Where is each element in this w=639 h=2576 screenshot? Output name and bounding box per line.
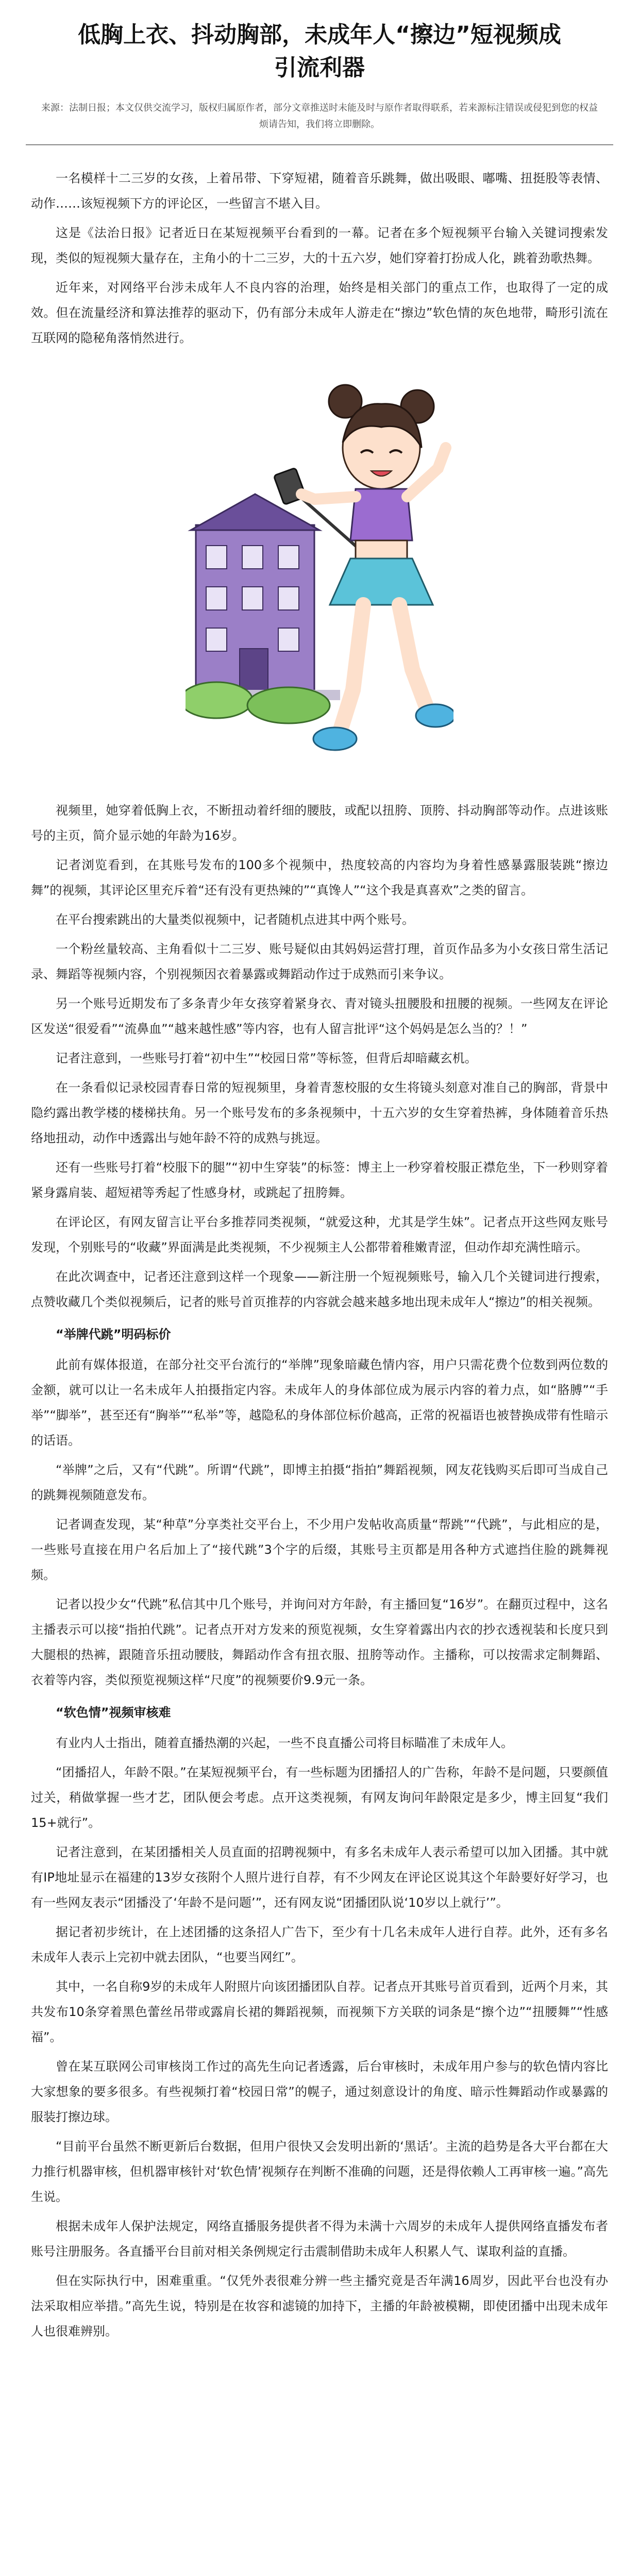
paragraph: 在评论区，有网友留言让平台多推荐同类视频，“就爱这种，尤其是学生妹”。记者点开这些网友账号发现，个别账号的“收藏”界面满是此类视频，不少视频主人公都带着稚嫩青涩，但动作却充满性暗示。 bbox=[31, 1215, 608, 1255]
paragraph: 其中，一名自称9岁的未成年人附照片向该团播团队自荐。记者点开其账号首页看到，近两个月来，其共发布10条穿着黑色蕾丝吊带或露肩长裙的舞蹈视频，而视频下方关联的词条是“擦个边”“扭腰舞”“性感福”。 bbox=[31, 1979, 608, 2044]
paragraph: “举牌”之后，又有“代跳”。所谓“代跳”，即博主拍摄“指拍”舞蹈视频，网友花钱购买后即可当成自己的跳舞视频随意发布。 bbox=[31, 1463, 608, 1502]
paragraph: 这是《法治日报》记者近日在某短视频平台看到的一幕。记者在多个短视频平台输入关键词搜索发现，类似的短视频大量存在，主角小的十二三岁，大的十五六岁，她们穿着打扮成人化，跳着劲歌热舞。 bbox=[31, 226, 608, 265]
paragraph: 记者浏览看到，在其账号发布的100多个视频中，热度较高的内容均为身着性感暴露服装跳“擦边舞”的视频，其评论区里充斥着“还有没有更热辣的”“真馋人”“这个我是真喜欢”之类的留言。 bbox=[31, 858, 608, 897]
paragraph: 此前有媒体报道，在部分社交平台流行的“举牌”现象暗藏色情内容，用户只需花费个位数到两位数的金额，就可以让一名未成年人拍摄指定内容。未成年人的身体部位成为展示内容的着力点，如“胳膊”“手举”“脚举”，甚至还有“胸举”“私举”等，越隐私的身体部位标价越高，正常的祝福语也被替换成带有性暗示的话语。 bbox=[31, 1358, 608, 1448]
section-heading: “举牌代跳”明码标价 bbox=[56, 1327, 171, 1342]
paragraph: 在平台搜索跳出的大量类似视频中，记者随机点进其中两个账号。 bbox=[56, 912, 414, 927]
paragraph: 记者注意到，一些账号打着“初中生”“校园日常”等标签，但背后却暗藏玄机。 bbox=[56, 1051, 477, 1065]
article-title: 低胸上衣、抖动胸部，未成年人“擦边”短视频成引流利器 bbox=[78, 22, 561, 81]
bush bbox=[186, 682, 253, 718]
paragraph: 根据未成年人保护法规定，网络直播服务提供者不得为未满十六周岁的未成年人提供网络直播发布者账号注册服务。各直播平台目前对相关条例规定行击震制借助未成年人积累人气、谋取利益的直播。 bbox=[31, 2219, 608, 2259]
source-note: 来源：法制日报；本文仅供交流学习，版权归属原作者，部分文章推送时未能及时与原作者取得联系，若来源标注错误或侵犯到您的权益烦请告知，我们将立即删除。 bbox=[41, 103, 598, 130]
paragraph: 记者以投少女“代跳”私信其中几个账号，并询问对方年龄，有主播回复“16岁”。在翻页过程中，这名主播表示可以接“指拍代跳”。记者点开对方发来的预览视频，女生穿着露出内衣的抄衣透视装和长度只到大腿根的热裤，跟随音乐扭动腰肢，舞蹈动作含有扭衣服、扭胯等动作。主播称，可以按需求定制舞蹈、衣着等内容，类似预览视频这样“尺度”的视频要价9.9元一条。 bbox=[31, 1597, 608, 1687]
paragraph: 还有一些账号打着“校服下的腿”“初中生穿装”的标签：博主上一秒穿着校服正襟危坐，下一秒则穿着紧身露肩装、超短裙等秀起了性感身材，或跳起了扭胯舞。 bbox=[31, 1160, 608, 1200]
paragraph: “目前平台虽然不断更新后台数据，但用户很快又会发明出新的‘黑话’。主流的趋势是各大平台都在大力推行机器审核，但机器审核针对‘软色情’视频存在判断不准确的问题，还是得依赖人工再审核一遍。”高先生说。 bbox=[31, 2139, 608, 2204]
paragraph: 在此次调查中，记者还注意到这样一个现象——新注册一个短视频账号，输入几个关键词进行搜索，点赞收藏几个类似视频后，记者的账号首页推荐的内容就会越来越多地出现未成年人“擦边”的相关视频。 bbox=[31, 1269, 608, 1309]
paragraph: 一名模样十二三岁的女孩，上着吊带、下穿短裙，随着音乐跳舞，做出吸眼、嘟嘴、扭挺股等表情、动作……该短视频下方的评论区，一些留言不堪入目。 bbox=[31, 171, 608, 211]
skirt bbox=[330, 558, 433, 605]
paragraph: 有业内人士指出，随着直播热潮的兴起，一些不良直播公司将目标瞄准了未成年人。 bbox=[56, 1736, 513, 1750]
section-heading: “软色情”视频审核难 bbox=[56, 1705, 171, 1720]
paragraph: 近年来，对网络平台涉未成年人不良内容的治理，始终是相关部门的重点工作，也取得了一定的成效。但在流量经济和算法推荐的驱动下，仍有部分未成年人游走在“擦边”软色情的灰色地带，畸形引流在互联网的隐秘角落悄然进行。 bbox=[31, 280, 608, 345]
paragraph: 另一个账号近期发布了多条青少年女孩穿着紧身衣、青对镜头扭腰股和扭腰的视频。一些网友在评论区发送“很爱看”“流鼻血”“越来越性感”等内容，也有人留言批评“这个妈妈是怎么当的？！” bbox=[31, 996, 608, 1036]
paragraph: 据记者初步统计，在上述团播的这条招人广告下，至少有十几名未成年人进行自荐。此外，还有多名未成年人表示上完初中就去团队，“也要当网红”。 bbox=[31, 1925, 608, 1964]
paragraph: 曾在某互联网公司审核岗工作过的高先生向记者透露，后台审核时，未成年用户参与的软色情内容比大家想象的要多很多。有些视频打着“校园日常”的幌子，通过刻意设计的角度、暗示性舞蹈动作或暴露的服装打擦边球。 bbox=[31, 2059, 608, 2124]
illustration-girl-selfie bbox=[186, 370, 453, 767]
shoe bbox=[313, 727, 357, 750]
paragraph: 记者调查发现，某“种草”分享类社交平台上，不少用户发帖收高质量“帮跳”“代跳”，与此相应的是，一些账号直接在用户名后加上了“接代跳”3个字的后缀，其账号主页都是用各种方式遮挡住脸的跳舞视频。 bbox=[31, 1517, 608, 1582]
paragraph: “团播招人，年龄不限。”在某短视频平台，有一些标题为团播招人的广告称，年龄不是问题，只要颜值过关，稍做掌握一些才艺，团队便会考虑。点开这类视频，有网友询问年龄限定是多少，博主回复“我们15+就行”。 bbox=[31, 1765, 608, 1830]
divider bbox=[26, 144, 613, 145]
paragraph: 在一条看似记录校园青春日常的短视频里，身着青葱校服的女生将镜头刻意对准自己的胸部，背景中隐约露出教学楼的楼梯扶角。另一个账号发布的多条视频中，十五六岁的女生穿着热裤，身体随着音乐热络地扭动，动作中透露出与她年龄不符的成熟与挑逗。 bbox=[31, 1080, 608, 1145]
paragraph: 但在实际执行中，困难重重。“仅凭外表很难分辨一些主播究竟是否年满16周岁，因此平台也没有办法采取相应举措。”高先生说，特别是在妆容和滤镜的加持下，主播的年龄被模糊，即使团播中出现未成年人也很难辨别。 bbox=[31, 2274, 608, 2338]
paragraph: 一个粉丝量较高、主角看似十二三岁、账号疑似由其妈妈运营打理，首页作品多为小女孩日常生活记录、舞蹈等视频内容，个别视频因衣着暴露或舞蹈动作过于成熟而引来争议。 bbox=[31, 942, 608, 981]
paragraph: 视频里，她穿着低胸上衣，不断扭动着纤细的腰肢，或配以扭胯、顶胯、抖动胸部等动作。点进该账号的主页，简介显示她的年龄为16岁。 bbox=[31, 803, 608, 843]
paragraph: 记者注意到，在某团播相关人员直面的招聘视频中，有多名未成年人表示希望可以加入团播。其中就有IP地址显示在福建的13岁女孩附个人照片进行自荐，有不少网友在评论区说其这个年龄要好好学习，也有一些网友表示“团播没了‘年龄不是问题’”，还有网友说“团播团队说‘10岁以上就行’”。 bbox=[31, 1845, 608, 1910]
